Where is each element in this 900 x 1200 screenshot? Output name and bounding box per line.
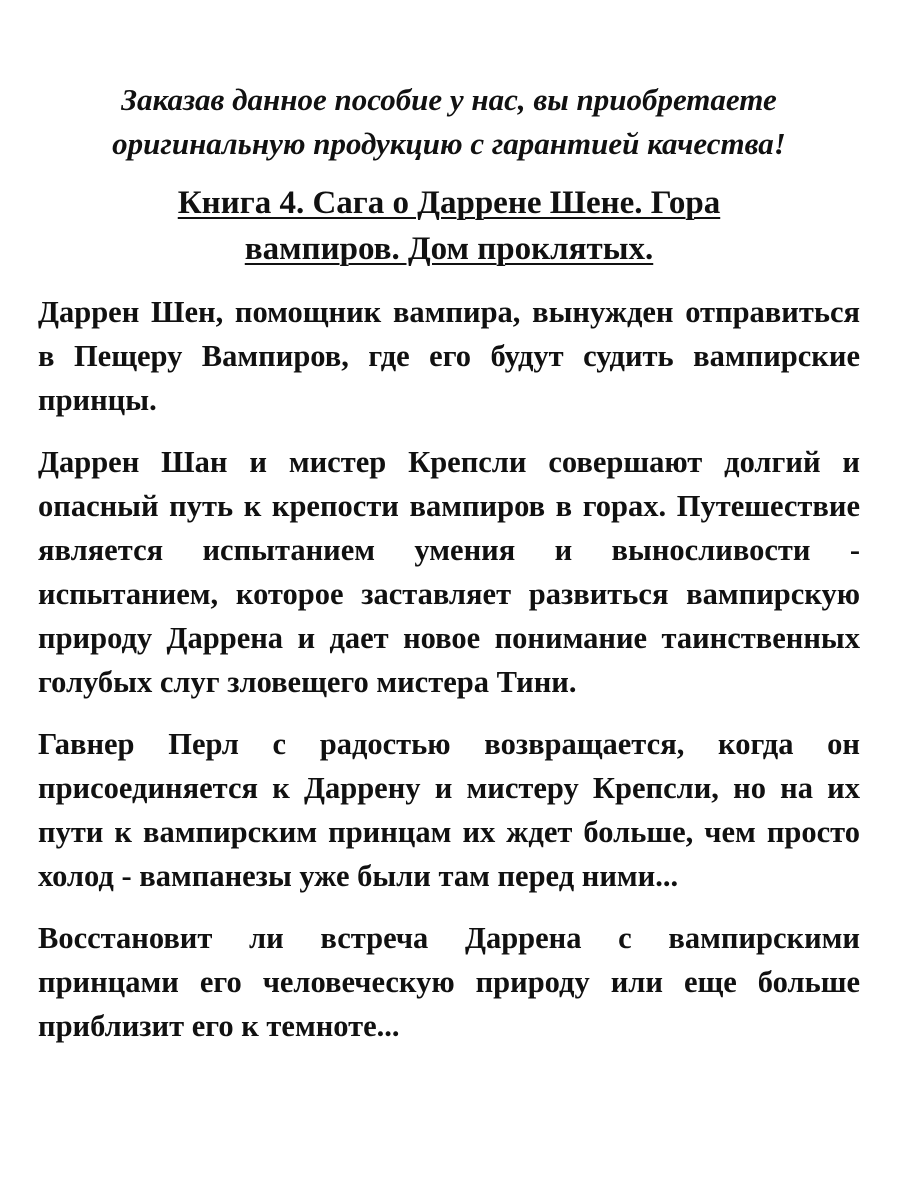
promo-note bbox=[38, 78, 860, 166]
promo-line-2: оригинальную продукцию с гарантией качества! bbox=[112, 126, 786, 161]
book-description-page bbox=[38, 78, 860, 1066]
book-title-line-1: Книга 4. Сага о Даррене Шене. Гора bbox=[177, 185, 721, 221]
description-paragraph-4: Восстановит ли встреча Даррена с вампирскими принцами его человеческую природу или еще больше приблизит его к темноте... bbox=[38, 921, 860, 1043]
book-title bbox=[38, 180, 860, 272]
description-paragraph-3: Гавнер Перл с радостью возвращается, когда он присоединяется к Даррену и мистеру Крепсли, но на их пути к вампирским принцам их ждет больше, чем просто холод - вампанезы уже были там перед ними... bbox=[38, 727, 860, 893]
description-paragraph-2: Даррен Шан и мистер Крепсли совершают долгий и опасный путь к крепости вампиров в горах. Путешествие является испытанием умения и выносливости - испытанием, которое заставляет развиться вампирскую природу Даррена и дает новое понимание таинственных голубых слуг зловещего мистера Тини. bbox=[38, 445, 860, 699]
description-paragraph-1: Даррен Шен, помощник вампира, вынужден отправиться в Пещеру Вампиров, где его будут судить вампирские принцы. bbox=[38, 295, 860, 417]
book-title-line-2: вампиров. Дом проклятых. bbox=[244, 231, 654, 267]
promo-line-1: Заказав данное пособие у нас, вы приобретаете bbox=[121, 82, 777, 117]
